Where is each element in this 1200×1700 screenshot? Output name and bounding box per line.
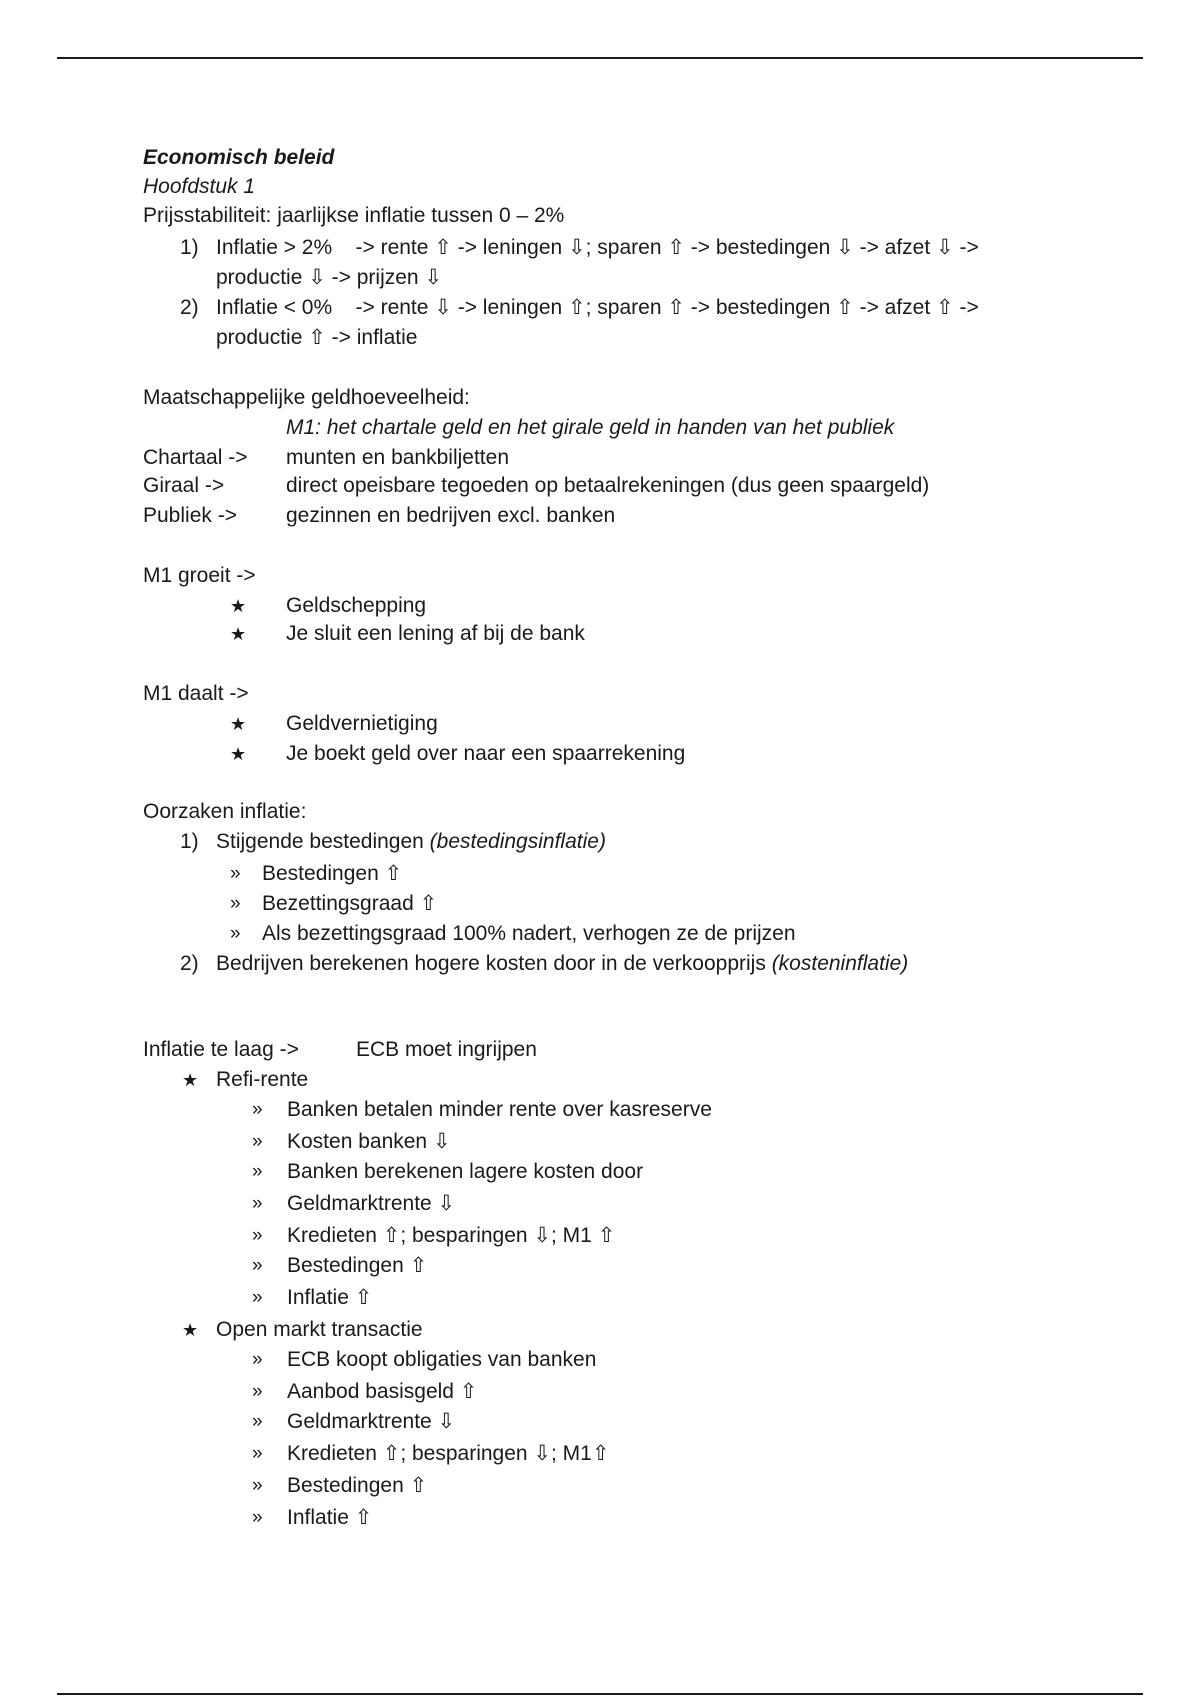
raquo-bullet-icon: » [252, 1225, 263, 1246]
term-label: Publiek -> [143, 504, 237, 527]
raquo-bullet-icon: » [252, 1411, 263, 1432]
star-bullet-icon: ★ [230, 744, 247, 764]
list-item: Geldvernietiging [286, 712, 438, 735]
document-title: Economisch beleid [143, 146, 335, 169]
list-number: 2) [180, 296, 199, 319]
raquo-bullet-icon: » [252, 1349, 263, 1370]
raquo-bullet-icon: » [230, 893, 241, 914]
raquo-bullet-icon: » [252, 1099, 263, 1120]
cause-type: (kosteninflatie) [771, 952, 909, 975]
term-description: direct opeisbare tegoeden op betaalrekeningen (dus geen spaargeld) [286, 474, 930, 497]
list-item: Banken betalen minder rente over kasreserve [287, 1098, 712, 1121]
list-item: ECB koopt obligaties van banken [287, 1348, 597, 1371]
raquo-bullet-icon: » [252, 1161, 263, 1182]
raquo-bullet-icon: » [252, 1255, 263, 1276]
cause-type: (bestedingsinflatie) [429, 830, 606, 853]
raquo-bullet-icon: » [252, 1507, 263, 1528]
raquo-bullet-icon: » [230, 923, 241, 944]
cause-text: Stijgende bestedingen [216, 830, 430, 853]
price-stability-text: Prijsstabiliteit: jaarlijkse inflatie tussen 0 – 2% [143, 204, 565, 227]
list-item: Kredieten ⇧; besparingen ⇩; M1⇧ [287, 1442, 610, 1465]
star-bullet-icon: ★ [182, 1320, 199, 1340]
low-inflation-label: Inflatie te laag -> [143, 1038, 299, 1061]
star-bullet-icon: ★ [230, 596, 247, 616]
list-item: Bestedingen ⇧ [287, 1474, 428, 1497]
star-bullet-icon: ★ [182, 1070, 199, 1090]
list-item: Banken berekenen lagere kosten door [287, 1160, 644, 1183]
chapter-heading: Hoofdstuk 1 [143, 175, 256, 198]
list-number: 1) [180, 236, 199, 259]
raquo-bullet-icon: » [252, 1475, 263, 1496]
list-item-continuation: productie ⇧ -> inflatie [216, 326, 418, 349]
raquo-bullet-icon: » [230, 863, 241, 884]
raquo-bullet-icon: » [252, 1131, 263, 1152]
list-item: Inflatie ⇧ [287, 1286, 373, 1309]
list-item: Geldmarktrente ⇩ [287, 1410, 456, 1433]
list-item: Inflatie < 0% -> rente ⇩ -> leningen ⇧; sparen ⇧ -> bestedingen ⇧ -> afzet ⇧ -> [216, 296, 979, 319]
m1-falls-heading: M1 daalt -> [143, 682, 249, 705]
raquo-bullet-icon: » [252, 1193, 263, 1214]
list-item: Geldmarktrente ⇩ [287, 1192, 456, 1215]
refi-heading: Refi-rente [216, 1068, 309, 1091]
star-bullet-icon: ★ [230, 624, 247, 644]
list-item: Geldschepping [286, 594, 427, 617]
list-item: Inflatie ⇧ [287, 1506, 373, 1529]
term-description: gezinnen en bedrijven excl. banken [286, 504, 616, 527]
omt-heading: Open markt transactie [216, 1318, 423, 1341]
list-item: Bestedingen ⇧ [287, 1254, 428, 1277]
footer-rule [57, 1693, 1143, 1695]
raquo-bullet-icon: » [252, 1443, 263, 1464]
list-item: Inflatie > 2% -> rente ⇧ -> leningen ⇩; sparen ⇧ -> bestedingen ⇩ -> afzet ⇩ -> [216, 236, 979, 259]
list-item: Je sluit een lening af bij de bank [286, 622, 585, 645]
m1-grows-heading: M1 groeit -> [143, 564, 256, 587]
money-supply-heading: Maatschappelijke geldhoeveelheid: [143, 386, 470, 409]
list-item-continuation: productie ⇩ -> prijzen ⇩ [216, 266, 443, 289]
list-item [216, 828, 606, 856]
list-item: Kredieten ⇧; besparingen ⇩; M1 ⇧ [287, 1224, 616, 1247]
term-description: munten en bankbiljetten [286, 446, 509, 469]
term-label: Chartaal -> [143, 446, 248, 469]
list-item: Aanbod basisgeld ⇧ [287, 1380, 478, 1403]
term-label: Giraal -> [143, 474, 225, 497]
list-item: Kosten banken ⇩ [287, 1130, 451, 1153]
list-number: 1) [180, 830, 199, 853]
cause-text: Bedrijven berekenen hogere kosten door in de verkoopprijs [216, 952, 772, 975]
list-item: Bestedingen ⇧ [262, 862, 403, 885]
raquo-bullet-icon: » [252, 1381, 263, 1402]
star-bullet-icon: ★ [230, 714, 247, 734]
list-item: Je boekt geld over naar een spaarrekening [286, 742, 686, 765]
header-rule [57, 57, 1143, 59]
list-item: Als bezettingsgraad 100% nadert, verhogen ze de prijzen [262, 922, 796, 945]
m1-definition: M1: het chartale geld en het girale geld in handen van het publiek [286, 416, 895, 439]
list-item: Bezettingsgraad ⇧ [262, 892, 438, 915]
causes-heading: Oorzaken inflatie: [143, 800, 307, 823]
raquo-bullet-icon: » [252, 1287, 263, 1308]
list-number: 2) [180, 952, 199, 975]
list-item [216, 950, 908, 978]
ecb-action: ECB moet ingrijpen [356, 1038, 537, 1061]
